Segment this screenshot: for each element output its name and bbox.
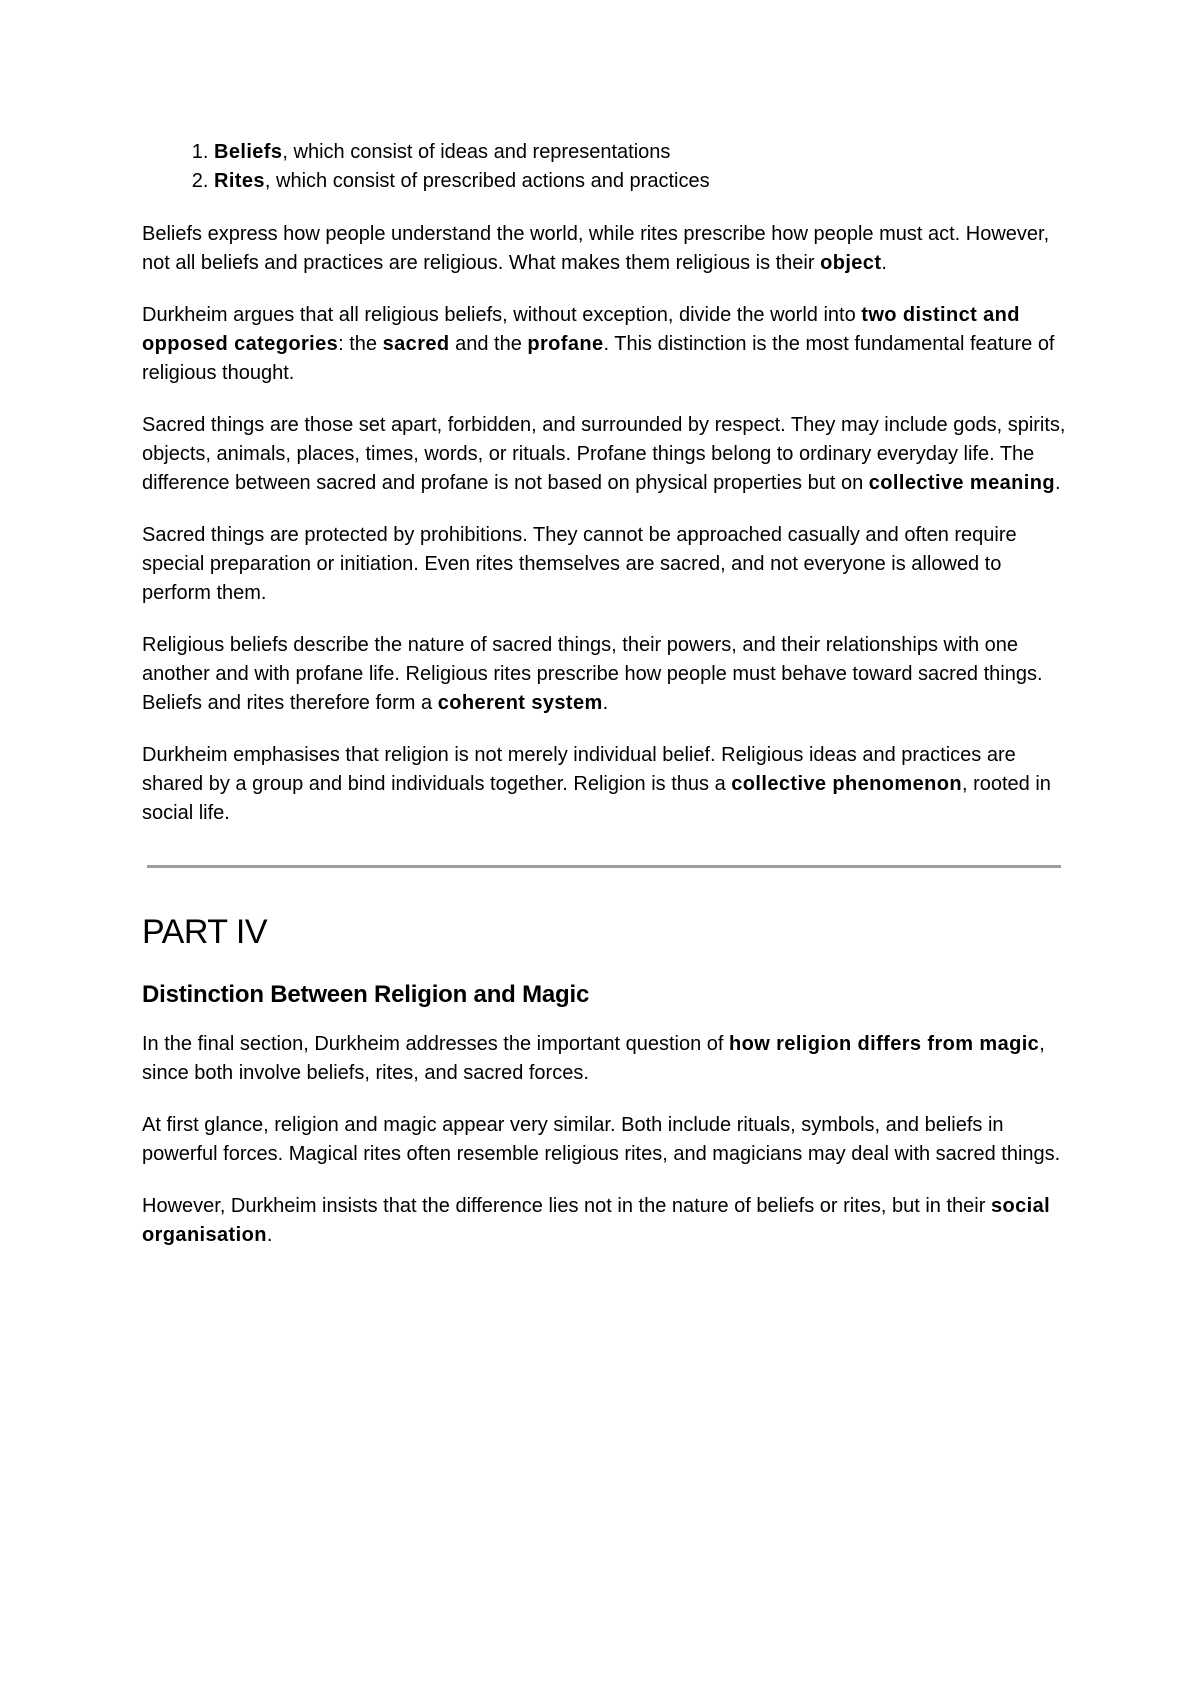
text-run: . This distinction is the most fundamental feature of religious thought. xyxy=(142,333,1055,384)
text-run: Sacred things are those set apart, forbidden, and surrounded by respect. They may include gods, spirits, objects, animals, places, times, words, or rituals. Profane things belong to ordinary everyday life. The difference between sacred and profane is not based on physical properties but on xyxy=(142,414,1066,494)
text-run: , rooted in social life. xyxy=(142,773,1051,824)
text-run: . xyxy=(881,252,887,274)
text-run: , since both involve beliefs, rites, and sacred forces. xyxy=(142,1033,1045,1084)
text-run: However, Durkheim insists that the difference lies not in the nature of beliefs or rites, but in their xyxy=(142,1195,991,1217)
text-run: Religious beliefs describe the nature of sacred things, their powers, and their relationships with one another and with profane life. Religious rites prescribe how people must behave toward sacred things. Beliefs and rites therefore form a xyxy=(142,634,1043,714)
text-run: . xyxy=(602,692,609,714)
bold-term: profane xyxy=(527,333,604,355)
text-run: Sacred things are protected by prohibitions. They cannot be approached casually and often require special preparation or initiation. Even rites themselves are sacred, and not everyone is allowed to perform them. xyxy=(142,524,1017,604)
list-term: Rites xyxy=(214,170,265,192)
list-text: , which consist of prescribed actions and practices xyxy=(264,170,710,192)
text-run: . xyxy=(266,1224,273,1246)
paragraph-collective-meaning xyxy=(142,411,1066,498)
bold-term: how religion differs from magic xyxy=(728,1033,1040,1055)
list-text: , which consist of ideas and representations xyxy=(282,141,671,163)
paragraph-prohibitions xyxy=(142,521,1066,608)
paragraph-sacred-profane xyxy=(142,301,1066,388)
text-run: and the xyxy=(449,333,528,355)
list-item xyxy=(214,167,1066,196)
bold-term: collective phenomenon xyxy=(731,773,962,795)
paragraph-similarity xyxy=(142,1111,1066,1169)
text-run: At first glance, religion and magic appear very similar. Both include rituals, symbols, and beliefs in powerful forces. Magical rites often resemble religious rites, and magicians may deal with sacred things. xyxy=(142,1114,1061,1165)
bold-term: two distinct and opposed categories xyxy=(142,304,1020,355)
text-run: Durkheim argues that all religious beliefs, without exception, divide the world into xyxy=(142,304,862,326)
section-heading: Distinction Between Religion and Magic xyxy=(142,981,590,1008)
paragraph-coherent-system xyxy=(142,631,1066,718)
bold-term: collective meaning xyxy=(868,472,1055,494)
text-run: In the final section, Durkheim addresses the important question of xyxy=(142,1033,729,1055)
part-heading: PART IV xyxy=(142,913,267,951)
numbered-list xyxy=(142,138,1066,196)
text-run: . xyxy=(1054,472,1061,494)
paragraph-social-organisation xyxy=(142,1192,1066,1250)
paragraph-object xyxy=(142,220,1066,278)
document-page xyxy=(142,138,1066,1273)
bold-term: sacred xyxy=(382,333,450,355)
paragraph-collective-phenomenon xyxy=(142,741,1066,828)
list-item xyxy=(214,138,1066,167)
bold-term: object xyxy=(820,252,882,274)
text-run: Durkheim emphasises that religion is not merely individual belief. Religious ideas and practices are shared by a group and bind individuals together. Religion is thus a xyxy=(142,744,1016,795)
text-run: : the xyxy=(338,333,383,355)
bold-term: social organisation xyxy=(142,1195,1051,1246)
paragraph-religion-magic-question xyxy=(142,1030,1066,1088)
text-run: Beliefs express how people understand the world, while rites prescribe how people must act. However, not all beliefs and practices are religious. What makes them religious is their xyxy=(142,223,1050,274)
horizontal-rule xyxy=(147,865,1061,868)
bold-term: coherent system xyxy=(437,692,603,714)
list-term: Beliefs xyxy=(214,141,283,163)
